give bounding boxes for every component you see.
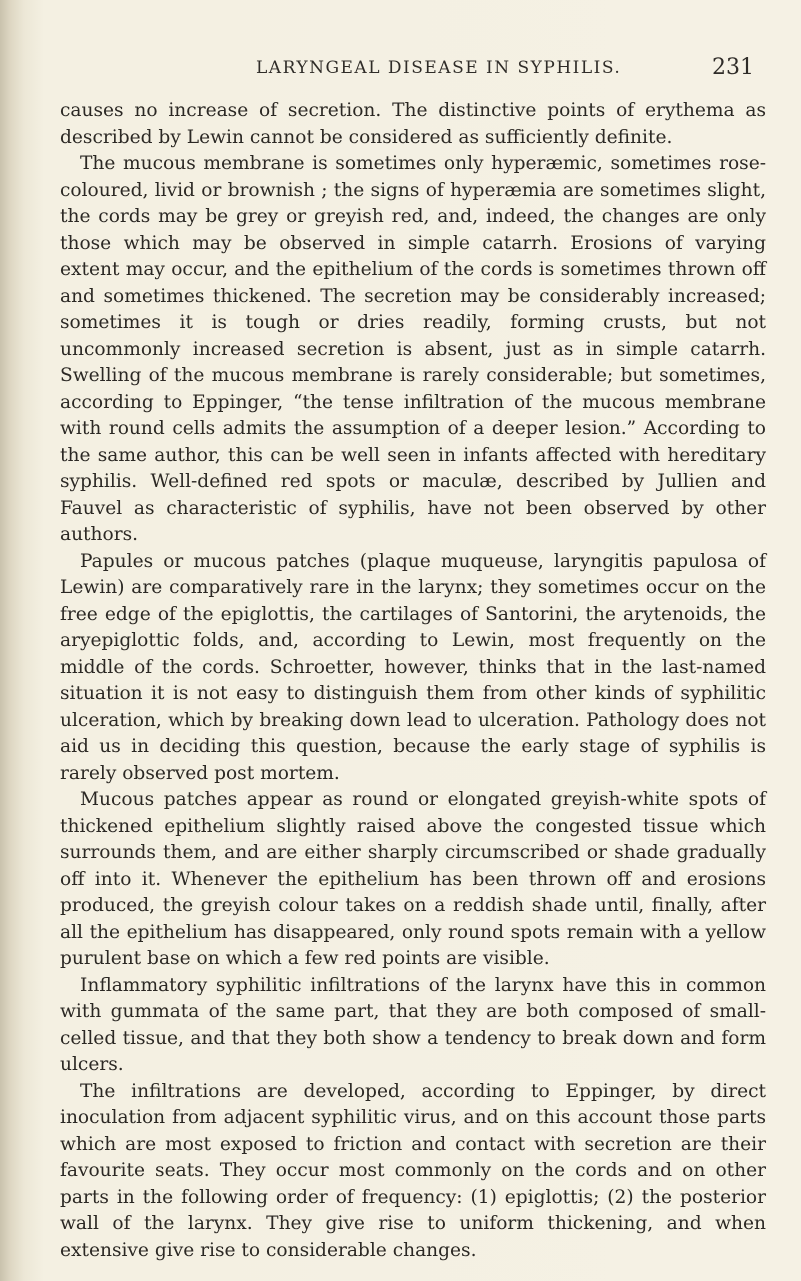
body-text: [60, 98, 766, 1264]
paragraph-papules: Papules or mucous patches (plaque muqueuse, laryngitis papulosa of Lewin) are comparatively rare in the larynx; they sometimes occur on the free edge of the epiglottis, the cartilages of Santorini, the arytenoids, the aryepiglottic folds, and, according to Lewin, most frequently on the middle of the cords. Schroetter, however, thinks that in the last-named situation it is not easy to distinguish them from other kinds of syphilitic ulceration, which by breaking down lead to ulceration. Pathology does not aid us in deciding this question, because the early stage of syphilis is rarely observed post mortem.: [60, 550, 766, 784]
page-number: 231: [712, 55, 754, 80]
paragraph-inflammatory-infiltrations: Inflammatory syphilitic infiltrations of the larynx have this in common with gummata of the same part, that they are both composed of small-celled tissue, and that they both show a tendency to break down and form ulcers.: [60, 974, 766, 1075]
paragraph-erythema-continuation: causes no increase of secretion. The distinctive points of erythema as described by Lewin cannot be considered as sufficiently definite.: [60, 100, 766, 148]
paragraph-infiltrations-development: The infiltrations are developed, according to Eppinger, by direct inoculation from adjacent syphilitic virus, and on this account those parts which are most exposed to friction and contact with secretion are their favourite seats. They occur most commonly on the cords and on other parts in the following order of frequency: (1) epiglottis; (2) the posterior wall of the larynx. They give rise to uniform thickening, and when extensive give rise to considerable changes.: [60, 1080, 766, 1261]
paragraph-mucous-patches: Mucous patches appear as round or elongated greyish-white spots of thickened epithelium slightly raised above the congested tissue which surrounds them, and are either sharply circumscribed or shade gradually off into it. Whenever the epithelium has been thrown off and erosions produced, the greyish colour takes on a reddish shade until, finally, after all the epithelium has disappeared, only round spots remain with a yellow purulent base on which a few red points are visible.: [60, 789, 766, 969]
paragraph-mucous-membrane: The mucous membrane is sometimes only hyperæmic, sometimes rose-coloured, livid or brownish ; the signs of hyperæmia are sometimes slight, the cords may be grey or greyish red, and, indeed, the changes are only those which may be observed in simple catarrh. Erosions of varying extent may occur, and the epithelium of the cords is sometimes thrown off and sometimes thickened. The secretion may be considerably increased; sometimes it is tough or dries readily, forming crusts, but not uncommonly increased secretion is absent, just as in simple catarrh. Swelling of the mucous membrane is rarely considerable; but sometimes, according to Eppinger, “the tense infiltration of the mucous membrane with round cells admits the assumption of a deeper lesion.” According to the same author, this can be well seen in infants affected with hereditary syphilis. Well-defined red spots or maculæ, described by Jullien and Fauvel as characteristic of syphilis, have not been observed by other authors.: [60, 153, 766, 545]
running-head-title: LARYNGEAL DISEASE IN SYPHILIS.: [256, 58, 622, 78]
running-head: [0, 55, 801, 82]
